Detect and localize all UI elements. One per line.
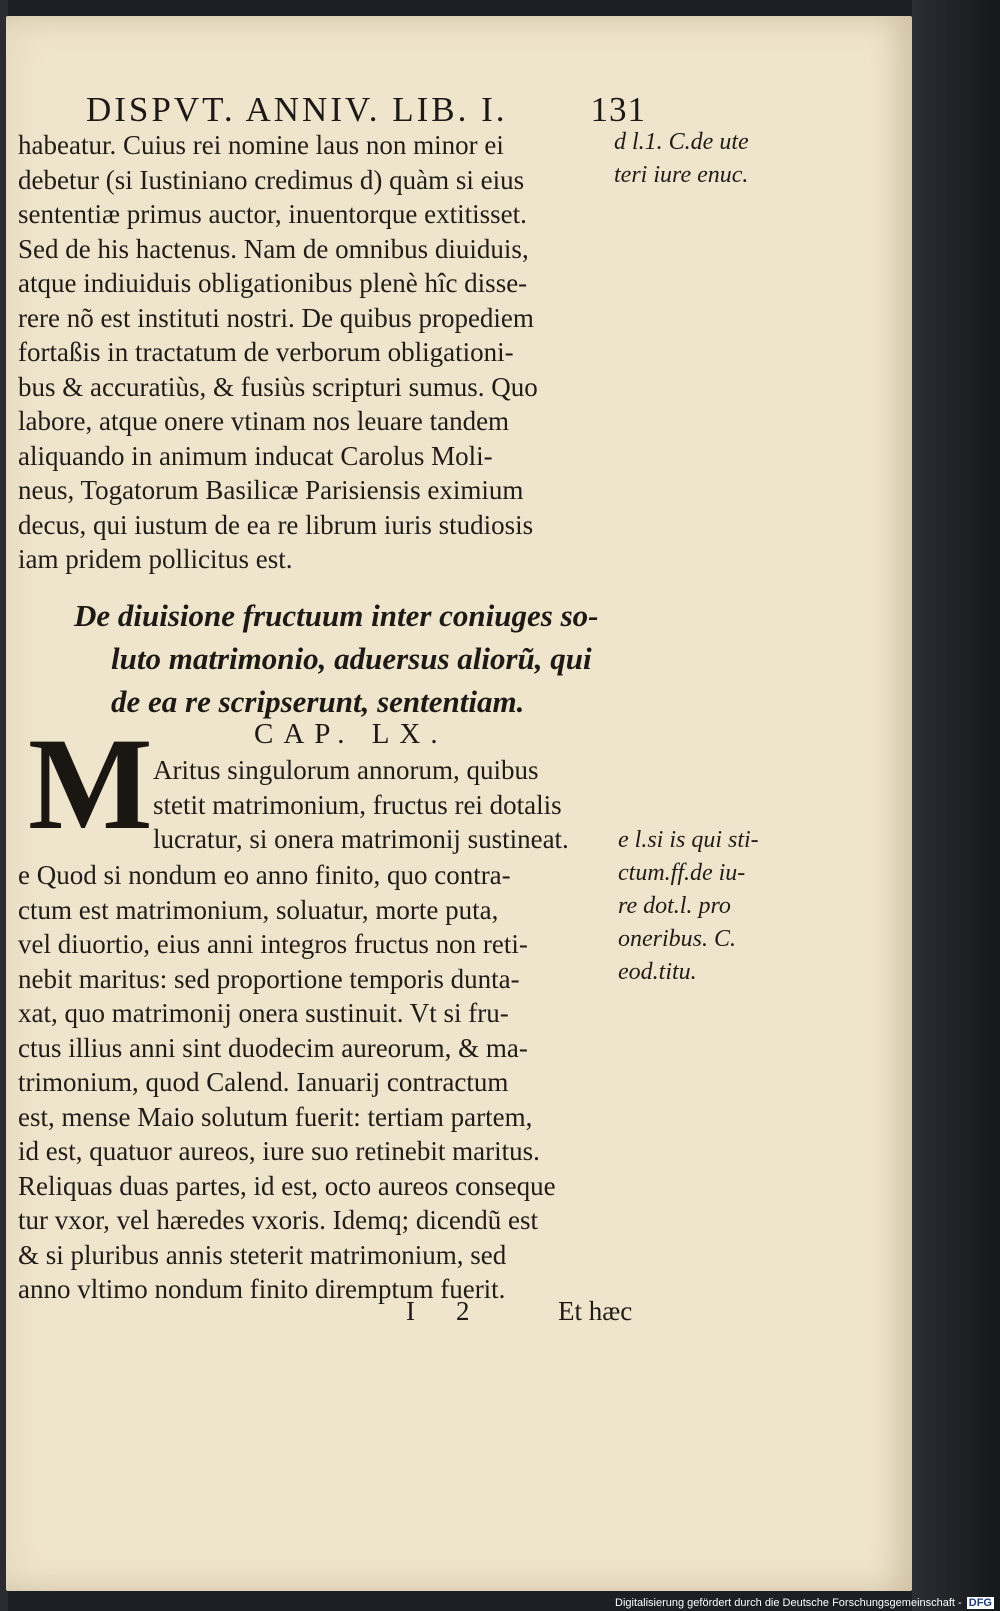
margin-note-line: d l.1. C.de ute	[614, 129, 749, 155]
text-line: id est, quatuor aureos, iure suo retinebit maritus.	[18, 1136, 540, 1166]
text-line: tur vxor, vel hæredes vxoris. Idemq; dicendũ est	[18, 1205, 539, 1235]
text-line: stetit matrimonium, fructus rei dotalis	[153, 789, 562, 820]
text-line: Sed de his hactenus. Nam de omnibus diuiduis,	[18, 233, 529, 264]
margin-note-line: eod.titu.	[618, 959, 697, 985]
text-line: Aritus singulorum annorum, quibus	[153, 755, 539, 785]
chapter-heading	[66, 594, 646, 723]
text-line: sententiæ primus auctor, inuentorque extitisset.	[18, 199, 527, 229]
signature-number: 2	[456, 1296, 470, 1326]
margin-note-e	[618, 824, 759, 989]
text-line: anno vltimo nondum finito diremptum fuerit.	[18, 1274, 506, 1304]
text-line: decus, qui iustum de ea re librum iuris studiosis	[18, 509, 534, 540]
text-line: est, mense Maio solutum fuerit: tertiam partem,	[18, 1101, 533, 1132]
catchword: Et hæc	[558, 1296, 633, 1326]
text-line: habeatur. Cuius rei nomine laus non minor ei	[18, 130, 504, 160]
margin-note-line: ctum.ff.de iu-	[618, 860, 746, 886]
first-paragraph-lines	[153, 753, 643, 857]
footer-text: Digitalisierung gefördert durch die Deutsche Forschungsgemeinschaft -	[615, 1597, 962, 1609]
text-line: neus, Togatorum Basilicæ Parisiensis eximium	[18, 475, 524, 505]
text-line: vel diuortio, eius anni integros fructus non reti-	[18, 929, 528, 959]
digitization-footer	[615, 1597, 994, 1609]
text-line: ctum est matrimonium, soluatur, morte puta,	[18, 894, 499, 925]
margin-note-line: re dot.l. pro	[618, 893, 731, 919]
chapter-number: CAP. LX.	[254, 718, 448, 750]
margin-note-d	[614, 126, 749, 192]
text-line: rere nõ est instituti nostri. De quibus propediem	[18, 302, 534, 333]
margin-note-line: teri iure enuc.	[614, 162, 749, 188]
body-text-block-1	[18, 128, 638, 577]
text-line: debetur (si Iustiniano credimus d) quàm si eius	[18, 164, 525, 195]
text-line: labore, atque onere vtinam nos leuare tandem	[18, 406, 510, 436]
text-line: trimonium, quod Calend. Ianuarij contractum	[18, 1067, 509, 1097]
text-line: e Quod si nondum eo anno finito, quo contra-	[18, 860, 511, 890]
heading-line: de ea re scripserunt, sententiam.	[111, 684, 525, 719]
margin-note-line: oneribus. C.	[618, 926, 737, 952]
text-line: fortaßis in tractatum de verborum obligationi-	[18, 337, 514, 367]
text-line: nebit maritus: sed proportione temporis dunta-	[18, 963, 520, 994]
text-line: aliquando in animum inducat Carolus Moli-	[18, 440, 493, 471]
scan-background	[912, 0, 1000, 1611]
text-line: xat, quo matrimonij onera sustinuit. Vt si fru-	[18, 998, 509, 1028]
heading-line: De diuisione fructuum inter coniuges so-	[74, 598, 599, 633]
drop-cap: M	[28, 710, 153, 857]
heading-line: luto matrimonio, aduersus aliorũ, qui	[111, 641, 592, 676]
folio-number: 131	[590, 90, 646, 129]
book-page	[6, 16, 912, 1591]
text-line: lucratur, si onera matrimonij sustineat.	[153, 824, 569, 854]
text-line: & si pluribus annis steterit matrimonium, sed	[18, 1239, 507, 1270]
margin-note-line: e l.si is qui sti-	[618, 827, 759, 853]
text-line: Reliquas duas partes, id est, octo aureos conseque	[18, 1170, 556, 1201]
dfg-logo: DFG	[968, 1597, 992, 1609]
text-line: ctus illius anni sint duodecim aureorum, & ma-	[18, 1032, 528, 1063]
running-head-title: DISPVT. ANNIV. LIB. I.	[86, 90, 508, 129]
text-line: atque indiuiduis obligationibus plenè hîc disse-	[18, 268, 528, 298]
text-line: bus & accuratiùs, & fusiùs scripturi sumus. Quo	[18, 371, 538, 402]
running-header	[86, 90, 646, 130]
signature-mark: I	[406, 1296, 415, 1326]
text-line: iam pridem pollicitus est.	[18, 544, 293, 574]
body-text-block-2	[18, 858, 638, 1307]
